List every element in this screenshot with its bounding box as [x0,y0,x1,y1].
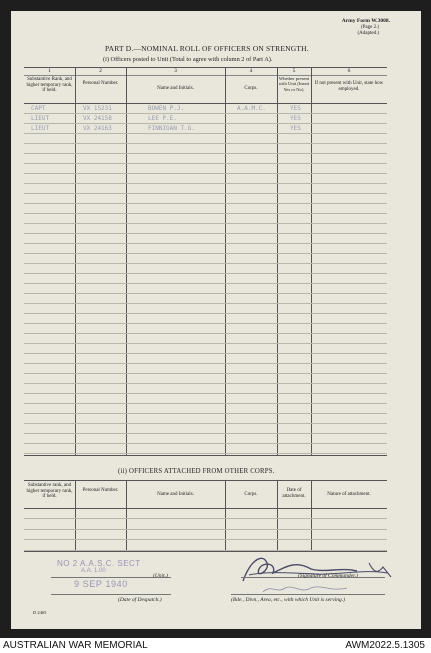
col-divider [311,67,312,455]
col-divider [311,480,312,551]
row-rule [24,223,387,224]
row-rule [24,263,387,264]
form-page [11,11,421,629]
row-rule [24,113,387,114]
col-divider [75,67,76,455]
row-rule [24,363,387,364]
row-rule [24,353,387,354]
row-rule [24,123,387,124]
col-number: 1 [48,68,51,74]
header-rank: Substantive rank, and higher temporary rank, if held. [26,483,73,499]
entry-number: VX 15231 [83,105,112,112]
bde-label: (Bde., Divn., Area, etc., with which Unit is serving.) [231,597,345,603]
row-rule [24,518,387,519]
table-number-row-border [24,75,387,76]
row-rule [24,283,387,284]
entry-present: YES [290,105,301,112]
row-rule [24,293,387,294]
row-rule [24,343,387,344]
col-divider [75,480,76,551]
row-rule [24,303,387,304]
header-name: Name and Initials. [157,86,194,91]
col-divider [126,67,127,455]
unit-label: (Unit.) [153,573,168,579]
table-top-border [24,480,387,481]
row-rule [24,143,387,144]
header-personal-number: Personal Number. [82,81,119,86]
row-rule [24,213,387,214]
row-rule [24,453,387,454]
col-divider [225,67,226,455]
row-rule [24,443,387,444]
row-rule [24,173,387,174]
row-rule [24,253,387,254]
archive-reference: AWM2022.5.1305 [345,640,425,651]
table-bottom-border [24,455,387,456]
archive-footer [0,638,431,653]
form-page-no: (Page 2.) [360,25,379,30]
header-corps: Corps. [244,86,258,91]
row-rule [24,313,387,314]
entry-name: LEE P.E. [148,115,177,122]
date-stamp: 9 SEP 1940 [74,579,128,589]
section-ii-title: (ii) OFFICERS ATTACHED FROM OTHER CORPS. [118,468,275,475]
entry-number: VX 24163 [83,125,112,132]
row-rule [24,333,387,334]
row-rule [24,243,387,244]
unit-stamp-sub: A.A. 1.00 [81,568,106,574]
row-rule [24,383,387,384]
entry-name: BOWEN P.J. [148,105,185,112]
print-code: D 2465 [33,610,47,615]
row-rule [24,193,387,194]
entry-corps: A.A.M.C. [237,105,266,112]
entry-rank: CAPT [31,105,46,112]
row-rule [24,413,387,414]
archive-institution: AUSTRALIAN WAR MEMORIAL [3,640,148,651]
header-employed: If not present with Unit, state how employed. [314,81,384,92]
section-i-title: (i) Officers posted to Unit (Total to agree with column 2 of Part A). [103,56,273,63]
bde-line [231,594,385,595]
col-divider [126,480,127,551]
col-number: 4 [249,68,253,74]
row-rule [24,183,387,184]
header-date-attachment: Date of attachment. [282,488,306,499]
header-nature-attachment: Nature of attachment. [327,492,371,497]
header-present: Whether present with Unit (Insert Yes or No). [278,76,310,92]
unit-stamp: NO 2 A.A.S.C. SECT [57,559,141,568]
header-rank: Substantive Rank, and higher temporary rank, if held. [26,77,73,93]
entry-present: YES [290,125,301,132]
row-rule [24,133,387,134]
row-rule [24,163,387,164]
entry-rank: LIEUT [31,125,50,132]
col-divider [277,67,278,455]
row-rule [24,433,387,434]
entry-rank: LIEUT [31,115,50,122]
row-rule [24,273,387,274]
despatch-line [51,594,171,595]
signature-label: (Signature of Commander.) [298,573,358,579]
row-rule [24,373,387,374]
row-rule [24,539,387,540]
row-rule [24,233,387,234]
row-rule [24,153,387,154]
header-personal-number: Personal Number. [82,488,119,493]
header-name: Name and Initials. [157,492,194,497]
table-header-border [24,508,387,509]
entry-present: YES [290,115,301,122]
row-rule [24,203,387,204]
col-number: 3 [174,68,177,74]
despatch-label: (Date of Despatch.) [118,597,162,603]
row-rule [24,403,387,404]
part-d-title: PART D.—NOMINAL ROLL OF OFFICERS ON STRENGTH. [105,44,309,53]
col-number: 5 [292,68,296,74]
col-divider [225,480,226,551]
entry-number: VX 24158 [83,115,112,122]
col-number: 2 [99,68,102,74]
header-corps: Corps. [244,492,258,497]
col-divider [277,480,278,551]
form-adapted: (Adapted.) [357,31,379,36]
form-code: Army Form W.3008. [341,18,390,24]
entry-name: FINNIGAN T.G. [148,125,195,132]
row-rule [24,423,387,424]
row-rule [24,323,387,324]
row-rule [24,529,387,530]
col-number: 6 [347,68,351,74]
table-header-border [24,103,387,104]
row-rule [24,393,387,394]
